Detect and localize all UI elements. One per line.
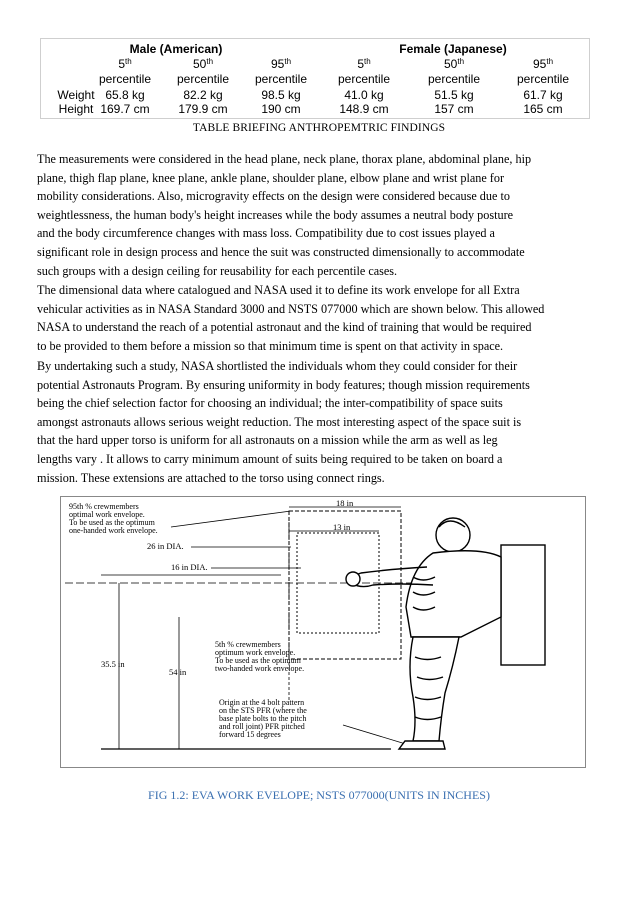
- weight-cell: 82.2 kg: [183, 88, 223, 102]
- leader-line: [171, 511, 291, 527]
- text-line: The measurements were considered in the head plane, neck plane, thorax plane, abdominal plane, hip: [37, 152, 532, 166]
- label-95th-line: optimal work envelope.: [69, 510, 145, 519]
- label-54in: 54 in: [169, 667, 187, 677]
- text-line: weightlessness, the human body's height increases while the body assumes a neutral body posture: [37, 207, 514, 222]
- label-origin-line: base plate bolts to the pitch: [219, 714, 307, 723]
- height-cell: 165 cm: [523, 102, 563, 116]
- col-percentile: percentile: [176, 72, 230, 86]
- label-95th-line: one-handed work envelope.: [69, 526, 158, 535]
- col-header: 95th: [532, 57, 554, 71]
- col-header: 50th: [443, 57, 465, 71]
- glove: [346, 572, 360, 586]
- text-line: plane, thigh flap plane, knee plane, ankle plane, shoulder plane, elbow plane and wrist plane for: [37, 170, 505, 185]
- col-header: 5th: [118, 57, 132, 71]
- col-percentile: percentile: [516, 72, 570, 86]
- height-cell: 179.9 cm: [178, 102, 228, 116]
- text-line: lengths vary . It allows to carry minimum amount of suits being required to be taken on board a: [37, 451, 503, 466]
- col-percentile: percentile: [427, 72, 481, 86]
- male-group-header: Male (American): [129, 42, 223, 56]
- height-cell: 190 cm: [261, 102, 301, 116]
- text-line: that the hard upper torso is uniform for all astronauts on a mission while the arm as well as leg: [37, 433, 498, 448]
- label-13in: 13 in: [333, 522, 351, 532]
- paragraph: [37, 150, 602, 280]
- col-header: 5th: [357, 57, 371, 71]
- label-origin-line: Origin at the 4 bolt pattern: [219, 698, 305, 707]
- paragraph: [37, 357, 602, 487]
- text-line: significant role in design process and hence the suit was constructed dimensionally to accommodate: [37, 244, 525, 259]
- paragraph: [37, 281, 602, 355]
- weight-cell: 61.7 kg: [523, 88, 563, 102]
- label-origin-line: and roll joint) PFR pitched: [219, 722, 305, 731]
- figure-caption: FIG 1.2: EVA WORK EVELOPE; NSTS 077000(UNITS IN INCHES): [148, 788, 490, 802]
- label-5th-line: To be used as the optimum: [215, 656, 301, 665]
- text-line: amongst astronauts allows serious weight reduction. The most interesting aspect of the space suit is: [37, 414, 522, 429]
- row-label-height: Height: [58, 102, 94, 116]
- label-5th-line: optimum work envelope.: [215, 648, 296, 657]
- female-group-header: Female (Japanese): [399, 42, 507, 56]
- text-line: such groups with a design ceiling for reusability for each percentile cases.: [37, 263, 398, 278]
- text-line: The dimensional data where catalogued and NASA used it to define its work envelope for all Extra: [37, 283, 520, 297]
- label-5th-line: 5th % crewmembers: [215, 640, 281, 649]
- weight-cell: 65.8 kg: [105, 88, 145, 102]
- col-header: 95th: [270, 57, 292, 71]
- helmet: [436, 518, 470, 552]
- row-label-weight: Weight: [57, 88, 95, 102]
- label-18in: 18 in: [336, 498, 354, 508]
- label-26in-dia: 26 in DIA.: [147, 541, 184, 551]
- table-caption: TABLE BRIEFING ANTHROPEMTRIC FINDINGS: [192, 122, 446, 134]
- backpack: [501, 545, 545, 665]
- col-percentile: percentile: [98, 72, 152, 86]
- label-16in-dia: 16 in DIA.: [171, 562, 208, 572]
- figure-drawing: [61, 497, 585, 767]
- boot: [399, 741, 445, 749]
- col-percentile: percentile: [254, 72, 308, 86]
- label-5th-line: two-handed work envelope.: [215, 664, 305, 673]
- col-header: 50th: [192, 57, 214, 71]
- height-cell: 148.9 cm: [339, 102, 389, 116]
- anthropometric-table: [40, 38, 590, 119]
- text-line: By undertaking such a study, NASA shortlisted the individuals whom they could consider for their: [37, 359, 518, 373]
- text-line: and the body circumference changes with mass loss. Compatibility due to cost issues played a: [37, 226, 495, 241]
- text-line: mobility considerations. Also, microgravity effects on the design were considered because due to: [37, 189, 510, 204]
- height-cell: 157 cm: [434, 102, 474, 116]
- text-line: NASA to understand the reach of a potential astronaut and the kind of training that would be required: [37, 320, 532, 335]
- weight-cell: 98.5 kg: [261, 88, 301, 102]
- leader-line: [343, 725, 409, 745]
- text-line: being the chief selection factor for choosing an individual; the inter-compatibility of space suits: [37, 396, 503, 411]
- label-35in: 35.5 in: [101, 659, 125, 669]
- weight-cell: 41.0 kg: [344, 88, 384, 102]
- text-line: vehicular activities as in NASA Standard 3000 and NSTS 077000 which are shown below. This allowed: [37, 301, 545, 316]
- eva-work-envelope-figure: [60, 496, 586, 768]
- label-origin-line: on the STS PFR (where the: [219, 706, 307, 715]
- weight-cell: 51.5 kg: [434, 88, 474, 102]
- label-95th-line: 95th % crewmembers: [69, 502, 139, 511]
- height-cell: 169.7 cm: [100, 102, 150, 116]
- col-percentile: percentile: [337, 72, 391, 86]
- label-origin-line: forward 15 degrees: [219, 730, 281, 739]
- text-line: to be provided to them before a mission so that minimum time is spent on that activity in space.: [37, 338, 504, 353]
- label-95th-line: To be used as the optimum: [69, 518, 155, 527]
- text-line: potential Astronauts Program. By ensuring uniformity in body features; though mission requirements: [37, 377, 530, 392]
- text-line: mission. These extensions are attached to the torso using connect rings.: [37, 470, 385, 485]
